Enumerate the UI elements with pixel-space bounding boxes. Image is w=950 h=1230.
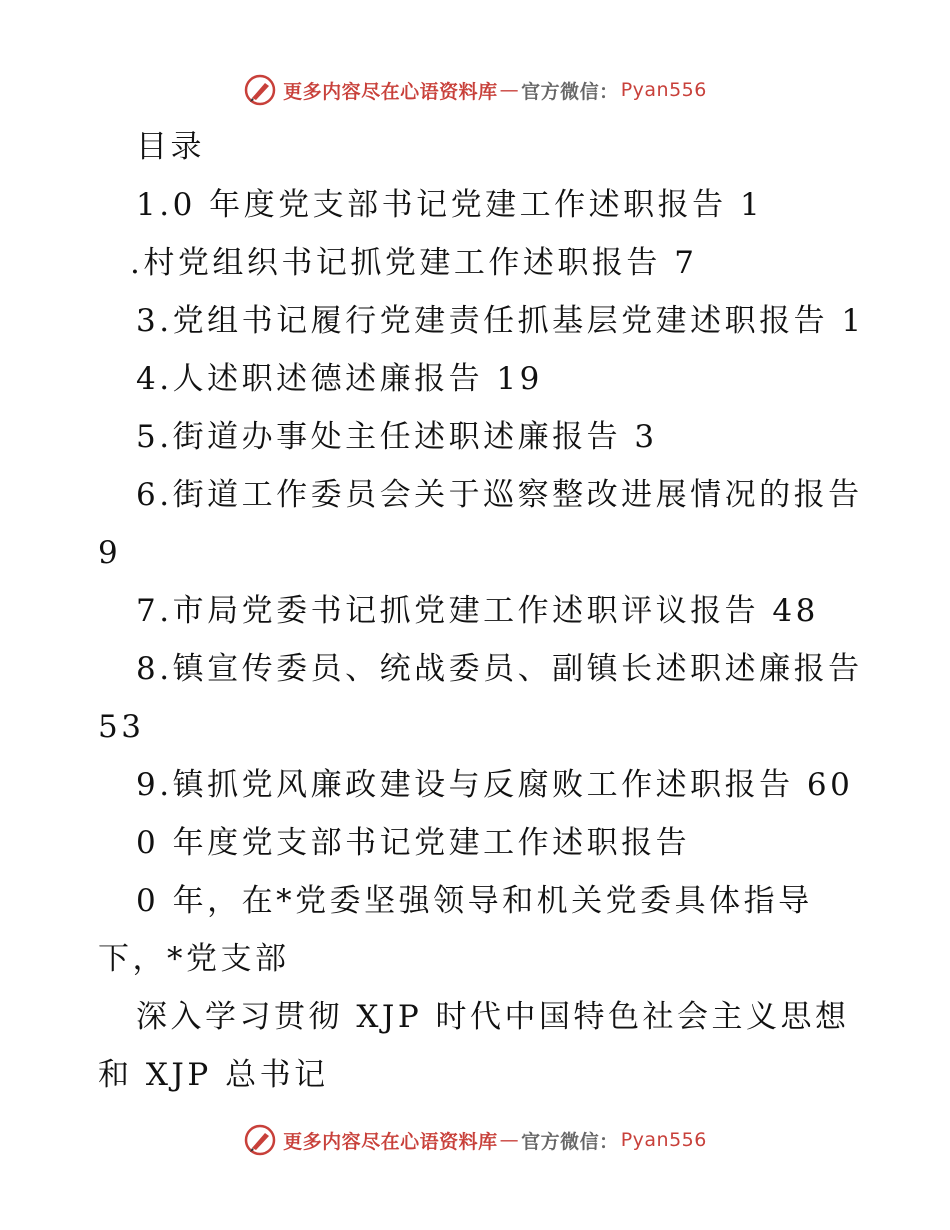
watermark-banner-top [0,70,950,110]
toc-item-8: 8.镇宣传委员、统战委员、副镇长述职述廉报告 [136,651,863,687]
watermark-account: Pyan556 [620,79,707,101]
paragraph-2-line-2: 和 XJP 总书记 [98,1057,329,1093]
toc-item-6: 6.街道工作委员会关于巡察整改进展情况的报告 [136,477,863,513]
toc-item-4: 4.人述职述德述廉报告 19 [136,361,543,397]
document-content [0,118,950,1104]
toc-item-5: 5.街道办事处主任述职述廉报告 3 [136,419,658,455]
toc-item-7: 7.市局党委书记抓党建工作述职评议报告 48 [136,593,819,629]
toc-item-9: 9.镇抓党风廉政建设与反腐败工作述职报告 60 [136,767,854,803]
toc-item-6-page: 9 [98,535,122,571]
watermark-label: 官方微信： [521,1130,619,1153]
pen-logo-icon [243,73,277,107]
watermark-brand: 更多内容尽在心语资料库 [283,80,498,103]
toc-item-1: 1.0 年度党支部书记党建工作述职报告 1 [136,187,764,223]
paragraph-1-line-1: 0 年，在*党委坚强领导和机关党委具体指导 [136,883,813,919]
watermark-label: 官方微信： [521,80,619,103]
paragraph-1-line-2: 下，*党支部 [98,941,290,977]
section-heading: 0 年度党支部书记党建工作述职报告 [136,825,691,861]
watermark-account: Pyan556 [620,1129,707,1151]
watermark-dash: — [499,79,520,101]
watermark-brand: 更多内容尽在心语资料库 [283,1130,498,1153]
toc-item-3: 3.党组书记履行党建责任抓基层党建述职报告 1 [136,303,865,339]
toc-item-8-page: 53 [98,709,145,745]
paragraph-2-line-1: 深入学习贯彻 XJP 时代中国特色社会主义思想 [136,999,850,1035]
watermark-banner-bottom [0,1120,950,1160]
toc-title: 目录 [136,129,205,165]
pen-logo-icon [243,1123,277,1157]
toc-item-2: .村党组织书记抓党建工作述职报告 7 [130,245,698,281]
watermark-dash: — [499,1129,520,1151]
